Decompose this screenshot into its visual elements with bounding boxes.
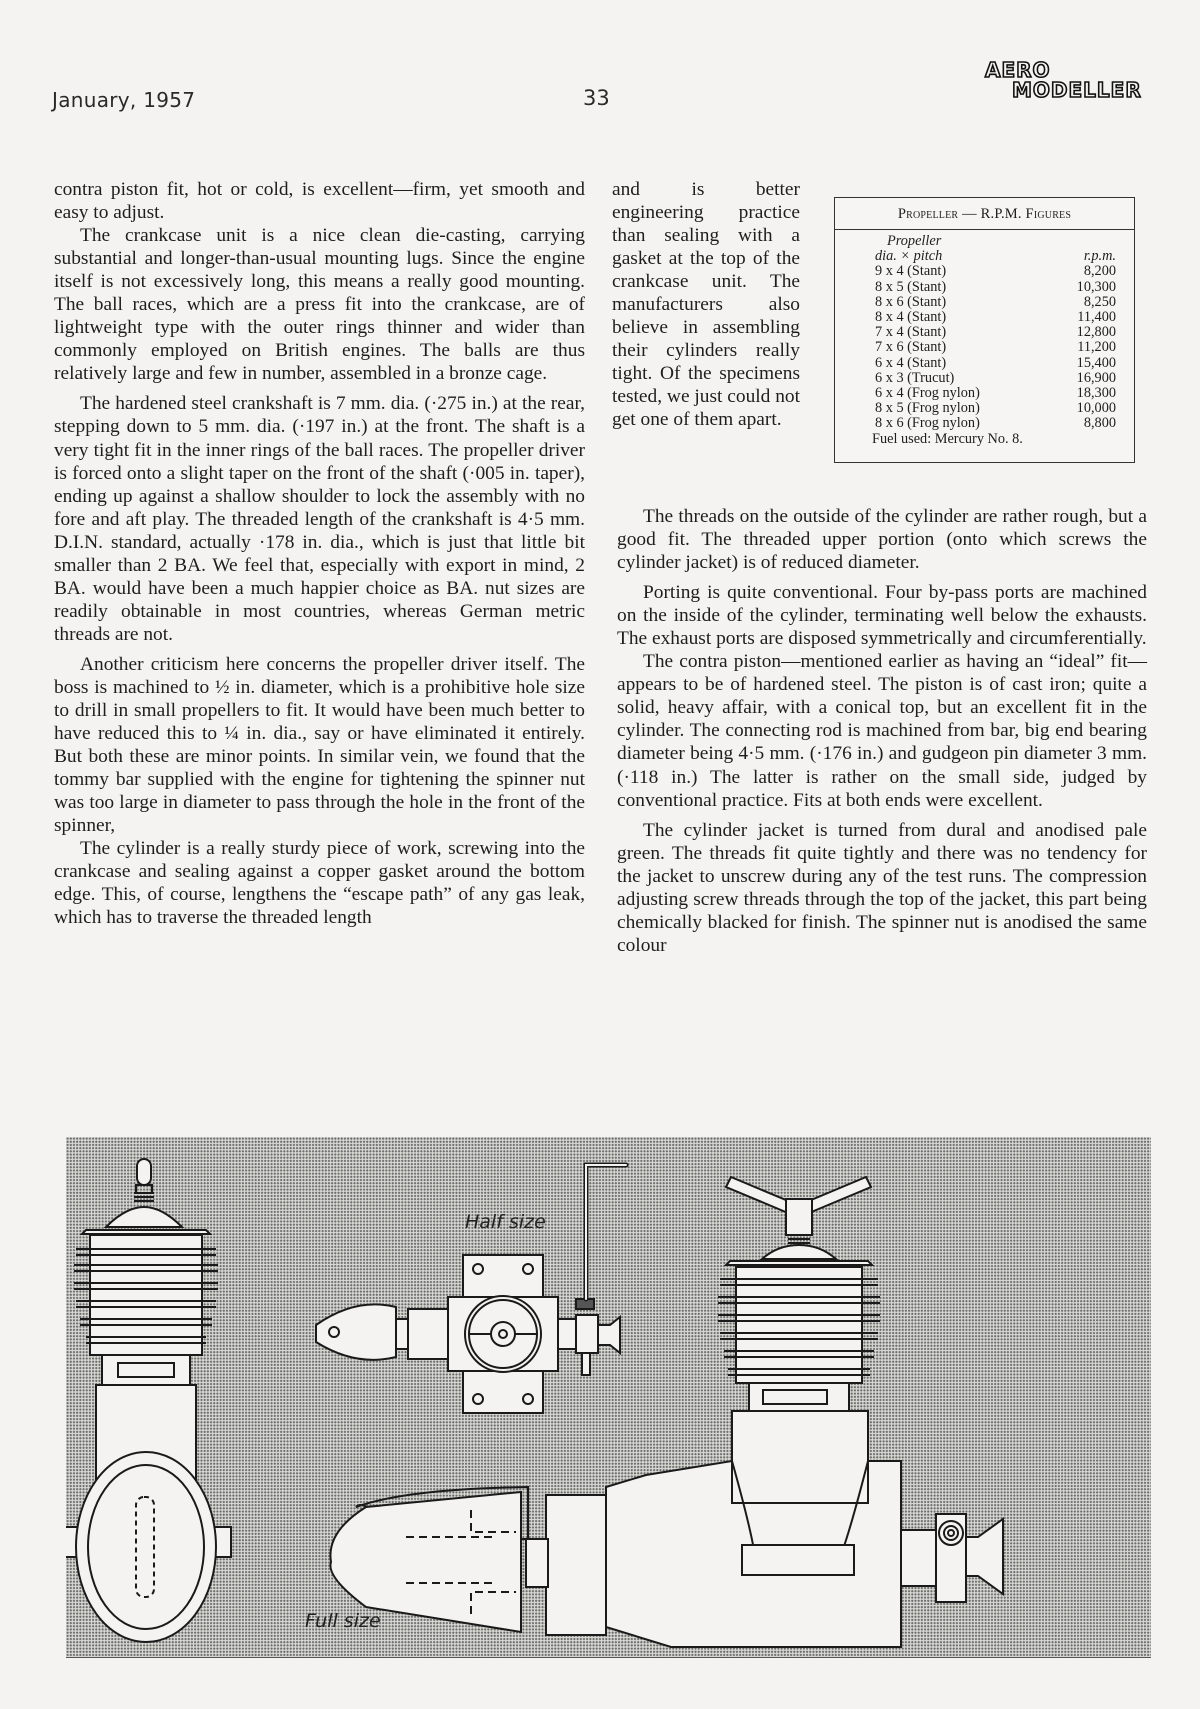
spinner-nut-top [786,1199,812,1235]
rpm-table-row [875,295,1116,310]
paragraph: The cylinder jacket is turned from dural and anodised pale green. The threads fit quite tightly and there was no tendency for the jacket to unscrew during any of the test runs. The compression adjusting screw threads through the top of the jacket, this part being chemically blacked for finish. The spinner nut is anodised the same colour [617,819,1147,956]
propeller-size: 8 x 6 (Stant) [875,293,947,310]
rpm-table-title: Propeller — R.P.M. Figures [835,198,1134,230]
rpm-table-row [875,280,1116,295]
paragraph: and is better engineering practice than sealing with a gasket at the top of the crankcase unit. The manufacturers also believe in assembling their cylinders really tight. Of the specimens tested, we just could not get one of them apart. [612,179,800,431]
propeller-size: 7 x 4 (Stant) [875,324,947,341]
propeller-size: 8 x 5 (Stant) [875,278,947,295]
engine-drawing-figure [66,1137,1151,1658]
screw-thread [134,1185,154,1201]
rpm-value: 12,800 [1076,324,1116,341]
header-rpm: r.p.m. [1083,248,1116,265]
front-housing [546,1495,606,1635]
needle-valve-body [576,1315,598,1353]
engine-top-view [316,1165,626,1413]
front-housing [408,1309,448,1359]
tommy-bar-left [726,1177,793,1213]
mounting-lug [742,1545,854,1575]
rpm-table-row [875,356,1116,371]
rpm-value: 10,000 [1076,400,1116,417]
engine-drawing [66,1137,1151,1657]
rpm-value: 18,300 [1076,385,1116,402]
paragraph: The hardened steel crankshaft is 7 mm. dia. (·275 in.) at the rear, stepping down to 5 mm. dia. (·197 in.) at the front. The shaft is a very tight fit in the inner rings of the ball races. The propeller driver is forced onto a slight taper on the front of the shaft (·005 in. taper), ending up against a shallow shoulder to lock the assembly with no fore and aft play. The threaded length of the crankshaft is 4·5 mm. D.I.N. standard, actually ·178 in. dia., which is just that little bit smaller than 2 BA. We feel that, especially with export in mind, 2 BA. would have been a much happier choice as BA. nut sizes are readily obtainable in most countries, whereas German metric threads are not. [54,393,585,645]
middle-column [612,178,800,432]
propeller-size: 7 x 6 (Stant) [875,339,947,356]
rpm-value: 16,900 [1076,369,1116,386]
paragraph: The cylinder is a really sturdy piece of work, screwing into the crankcase and sealing against a copper gasket around the bottom edge. This, of course, lengthens the “escape path” of any gas leak, which has to traverse the threaded length [54,838,585,929]
figure-label-half-size: Half size [465,1211,546,1233]
jacket-top [82,1230,210,1234]
rpm-table-body [835,230,1134,447]
left-column [54,178,585,930]
rpm-table-row [875,416,1116,431]
rpm-value: 11,200 [1077,339,1116,356]
rpm-value: 15,400 [1076,354,1116,371]
right-column [617,505,1147,957]
rpm-table-row [875,386,1116,401]
lug-top [463,1255,543,1297]
figure-label-full-size: Full size [305,1610,381,1632]
spinner-small [316,1304,396,1359]
jacket-top [726,1261,872,1265]
propeller-size: 8 x 5 (Frog nylon) [875,400,980,417]
propeller-size: 6 x 4 (Stant) [875,354,947,371]
rpm-value: 8,800 [1083,415,1116,432]
rpm-table-footer: Fuel used: Mercury No. 8. [872,430,1023,447]
propeller-size: 6 x 3 (Trucut) [875,369,955,386]
propeller-size: 6 x 4 (Frog nylon) [875,385,980,402]
paragraph: Porting is quite conventional. Four by-pass ports are machined on the inside of the cylinder, terminating well below the exhausts. The exhaust ports are disposed symmetrically and circumferentially. [617,582,1147,650]
needle-valve [586,1165,626,1299]
paragraph: The threads on the outside of the cylinder are rather rough, but a good fit. The threaded upper portion (onto which screws the cylinder jacket) is of reduced diameter. [617,506,1147,574]
lug-bottom [463,1371,543,1413]
logo-line-aero: AERO [985,58,1051,82]
propeller-size: 8 x 4 (Stant) [875,309,947,326]
paragraph: The contra piston—mentioned earlier as having an “ideal” fit—appears to be of hardened steel. The piston is of cast iron; quite a solid, heavy affair, with a conical top, but an excellent fit in the cylinder. The connecting rod is machined from bar, big end bearing diameter being 4·5 mm. (·176 in.) and gudgeon pin diameter 3 mm. (·118 in.) The latter is rather on the small side, judged by conventional practice. Fits at both ends were excellent. [617,651,1147,811]
rpm-table-header [875,234,1116,264]
rpm-table-row [875,325,1116,340]
crankcase-upper [732,1411,868,1503]
compression-screw [137,1159,151,1185]
rpm-rows [875,264,1116,431]
paragraph: Another criticism here concerns the propeller driver itself. The boss is machined to ½ in. diameter, which is a prohibitive hole size to drill in small propellers to fit. It would have been much better to have reduced this to ¼ in. dia., say or have eliminated it entirely. But both these are minor points. In similar vein, we found that the tommy bar supplied with the engine for tightening the spinner nut was too large in diameter to pass through the hole in the front of the spinner, [54,653,585,837]
rpm-table-row [875,310,1116,325]
paragraph: contra piston fit, hot or cold, is excellent—firm, yet smooth and easy to adjust. [54,179,585,224]
engine-front-view [66,1159,231,1642]
propeller-size: 8 x 6 (Frog nylon) [875,415,980,432]
rpm-value: 8,200 [1083,263,1116,280]
page-date: January, 1957 [52,88,196,112]
rpm-table-row [875,401,1116,416]
engine-side-view [330,1177,1003,1647]
jacket-dome [106,1207,182,1227]
tommy-bar-right [804,1177,871,1213]
rpm-value: 8,250 [1083,293,1116,310]
rpm-value: 11,400 [1077,309,1116,326]
logo-line-modeller: MODELLER [1012,78,1142,102]
rpm-table [834,197,1135,463]
rpm-table-row [875,340,1116,355]
rpm-table-row [875,371,1116,386]
page-number: 33 [583,86,610,110]
fuel-nipple [966,1519,1003,1594]
rpm-table-row [875,264,1116,279]
magazine-logo [980,58,1150,108]
propeller-size: 9 x 4 (Stant) [875,263,947,280]
paragraph: The crankcase unit is a nice clean die-casting, carrying substantial and longer-than-usual mounting lugs. Since the engine itself is not excessively long, this means a really good mounting. The ball races, which are a press fit into the crankcase, are of lightweight type with the outer rings thinner and wider than commonly employed on British engines. The balls are thus relatively large and few in number, assembled in a bronze cage. [54,225,585,385]
rpm-value: 10,300 [1076,278,1116,295]
header-propeller: Propeller dia. × pitch [875,233,943,265]
